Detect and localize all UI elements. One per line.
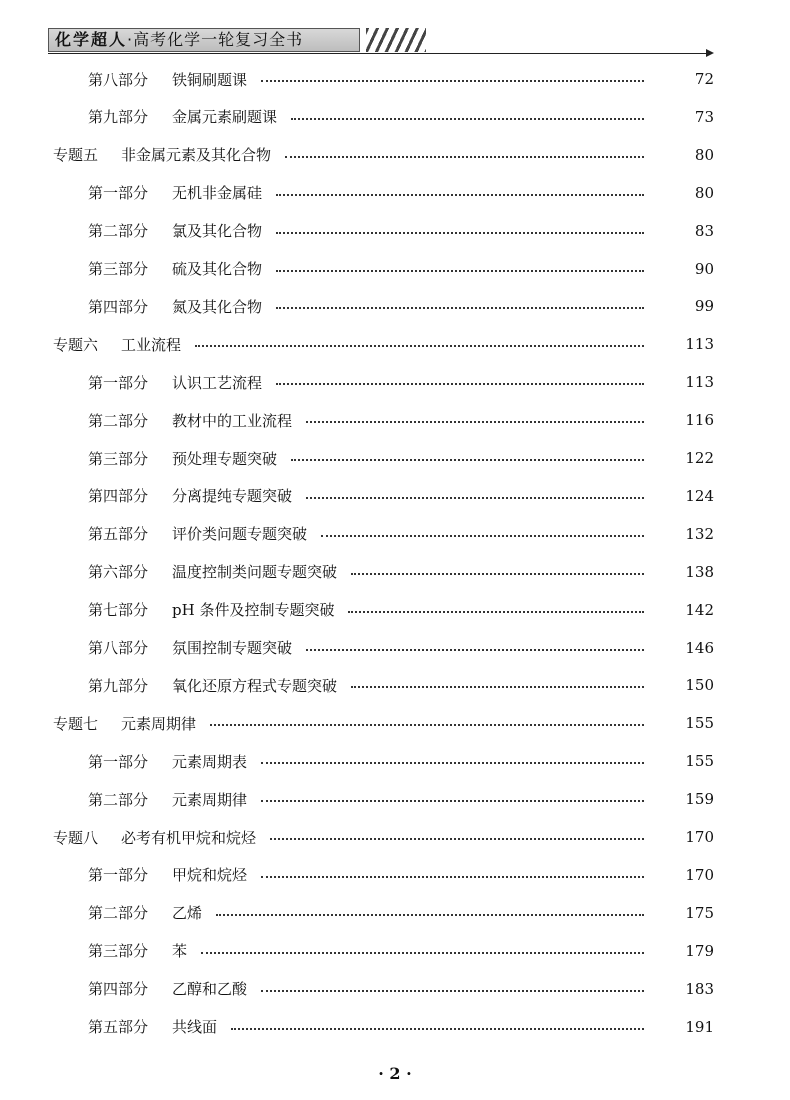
header-rule bbox=[48, 53, 708, 54]
toc-entry-label: 专题六 bbox=[53, 335, 99, 354]
toc-entry-label: 第三部分 bbox=[88, 449, 149, 468]
toc-section-entry[interactable] bbox=[0, 66, 790, 92]
dot-leader bbox=[348, 611, 644, 613]
toc-entry-label: 第五部分 bbox=[88, 525, 149, 544]
toc-section-entry[interactable] bbox=[0, 445, 790, 471]
toc-chapter-entry[interactable] bbox=[0, 331, 790, 357]
header-brand: 化学超人 bbox=[55, 30, 128, 49]
toc-entry-label: 第八部分 bbox=[88, 639, 149, 657]
toc-entry-label: 第二部分 bbox=[88, 411, 149, 430]
toc-entry-label: 第二部分 bbox=[88, 904, 149, 923]
toc-entry-title: 温度控制类问题专题突破 bbox=[172, 563, 338, 582]
toc-entry-title: 氮及其化合物 bbox=[172, 297, 263, 316]
header-arrow-icon bbox=[706, 49, 714, 57]
dot-leader bbox=[306, 497, 644, 499]
toc-section-entry[interactable] bbox=[0, 218, 790, 244]
toc-entry-label: 第二部分 bbox=[88, 222, 149, 241]
dot-leader bbox=[291, 118, 644, 120]
toc-section-entry[interactable] bbox=[0, 786, 790, 812]
dot-leader bbox=[261, 990, 644, 992]
toc-chapter-entry[interactable] bbox=[0, 142, 790, 168]
toc-entry-page: 155 bbox=[685, 714, 714, 733]
toc-section-entry[interactable] bbox=[0, 862, 790, 888]
dot-leader bbox=[276, 194, 644, 196]
toc-section-entry[interactable] bbox=[0, 407, 790, 433]
toc-entry-page: 179 bbox=[685, 941, 714, 960]
toc-entry-label: 第五部分 bbox=[88, 1018, 149, 1036]
header-subtitle: 高考化学一轮复习全书 bbox=[133, 30, 304, 49]
dot-leader bbox=[285, 156, 644, 158]
dot-leader bbox=[261, 80, 644, 82]
toc-entry-label: 专题八 bbox=[53, 828, 99, 847]
toc-entry-label: 专题七 bbox=[53, 714, 99, 733]
toc-entry-title: 预处理专题突破 bbox=[172, 449, 278, 468]
toc-entry-page: 99 bbox=[694, 297, 714, 316]
toc-entry-title: 乙醇和乙酸 bbox=[172, 980, 248, 999]
toc-section-entry[interactable] bbox=[0, 293, 790, 319]
toc-entry-title: 硫及其化合物 bbox=[172, 260, 263, 278]
toc-entry-title: 无机非金属硅 bbox=[172, 184, 263, 203]
dot-leader bbox=[231, 1028, 644, 1030]
toc-entry-page: 146 bbox=[685, 638, 714, 657]
toc-entry-title: 教材中的工业流程 bbox=[172, 411, 293, 430]
toc-section-entry[interactable] bbox=[0, 180, 790, 206]
toc-section-entry[interactable] bbox=[0, 483, 790, 509]
toc-entry-label: 第一部分 bbox=[88, 752, 149, 771]
toc-entry-page: 183 bbox=[685, 979, 714, 998]
toc-entry-title: pH 条件及控制专题突破 bbox=[172, 601, 335, 620]
toc-entry-page: 122 bbox=[685, 449, 714, 467]
toc-entry-label: 第一部分 bbox=[88, 184, 149, 203]
dot-leader bbox=[306, 649, 644, 651]
header-title bbox=[48, 28, 360, 52]
dot-leader bbox=[210, 724, 644, 726]
toc-entry-title: 铁铜刷题课 bbox=[172, 70, 248, 89]
toc-entry-label: 第九部分 bbox=[88, 676, 149, 695]
toc-entry-title: 分离提纯专题突破 bbox=[172, 487, 293, 506]
toc-entry-page: 113 bbox=[685, 335, 714, 354]
toc-section-entry[interactable] bbox=[0, 976, 790, 1002]
toc-section-entry[interactable] bbox=[0, 256, 790, 282]
toc-entry-label: 第八部分 bbox=[88, 70, 149, 89]
header-stripes-decoration bbox=[366, 28, 426, 52]
toc-entry-label: 第九部分 bbox=[88, 108, 149, 127]
toc-entry-page: 113 bbox=[685, 373, 714, 392]
page-number: · 2 · bbox=[378, 1064, 412, 1083]
toc-section-entry[interactable] bbox=[0, 748, 790, 774]
toc-entry-title: 乙烯 bbox=[172, 904, 203, 923]
toc-entry-page: 175 bbox=[685, 903, 714, 922]
toc-entry-label: 第一部分 bbox=[88, 373, 149, 392]
dot-leader bbox=[306, 421, 644, 423]
toc-entry-title: 认识工艺流程 bbox=[172, 373, 263, 392]
toc-entry-title: 金属元素刷题课 bbox=[172, 108, 278, 127]
toc-entry-label: 第四部分 bbox=[88, 297, 149, 316]
toc-section-entry[interactable] bbox=[0, 900, 790, 926]
dot-leader bbox=[216, 914, 644, 916]
toc-entry-page: 138 bbox=[685, 562, 714, 581]
dot-leader bbox=[276, 270, 644, 272]
toc-entry-page: 90 bbox=[694, 259, 714, 278]
toc-entry-title: 元素周期律 bbox=[121, 714, 197, 733]
toc-entry-label: 第二部分 bbox=[88, 790, 149, 809]
dot-leader bbox=[270, 838, 644, 840]
toc-section-entry[interactable] bbox=[0, 938, 790, 964]
toc-entry-page: 83 bbox=[694, 221, 714, 240]
toc-entry-page: 72 bbox=[694, 70, 714, 88]
dot-leader bbox=[201, 952, 644, 954]
toc-entry-title: 必考有机甲烷和烷烃 bbox=[121, 828, 257, 847]
toc-entry-title: 氧化还原方程式专题突破 bbox=[172, 676, 338, 695]
toc-entry-label: 第六部分 bbox=[88, 563, 149, 582]
toc-section-entry[interactable] bbox=[0, 672, 790, 698]
toc-entry-page: 191 bbox=[685, 1017, 714, 1036]
toc-entry-page: 116 bbox=[685, 411, 714, 430]
toc-entry-label: 第四部分 bbox=[88, 980, 149, 999]
toc-section-entry[interactable] bbox=[0, 104, 790, 130]
toc-entry-title: 氛围控制专题突破 bbox=[172, 639, 293, 657]
toc-entry-page: 155 bbox=[685, 752, 714, 771]
toc-entry-title: 元素周期律 bbox=[172, 790, 248, 809]
dot-leader bbox=[291, 459, 644, 461]
dot-leader bbox=[261, 762, 644, 764]
toc-entry-page: 170 bbox=[685, 828, 714, 846]
dot-leader bbox=[321, 535, 644, 537]
dot-leader bbox=[195, 345, 644, 347]
toc-section-entry[interactable] bbox=[0, 559, 790, 585]
toc-entry-title: 苯 bbox=[172, 942, 188, 961]
toc-entry-label: 第七部分 bbox=[88, 601, 149, 620]
header-separator: · bbox=[127, 30, 134, 49]
toc-entry-title: 共线面 bbox=[172, 1018, 218, 1036]
toc-chapter-entry[interactable] bbox=[0, 824, 790, 850]
toc-entry-page: 80 bbox=[694, 145, 714, 164]
toc-section-entry[interactable] bbox=[0, 597, 790, 623]
toc-entry-title: 氯及其化合物 bbox=[172, 222, 263, 241]
toc-entry-title: 评价类问题专题突破 bbox=[172, 525, 308, 544]
dot-leader bbox=[351, 686, 644, 688]
toc-entry-title: 非金属元素及其化合物 bbox=[121, 146, 272, 165]
toc-entry-label: 专题五 bbox=[53, 146, 99, 165]
toc-entry-page: 142 bbox=[685, 600, 714, 619]
dot-leader bbox=[261, 876, 644, 878]
dot-leader bbox=[351, 573, 644, 575]
toc-entry-page: 124 bbox=[685, 486, 714, 505]
dot-leader bbox=[261, 800, 644, 802]
toc-section-entry[interactable] bbox=[0, 369, 790, 395]
toc-chapter-entry[interactable] bbox=[0, 710, 790, 736]
toc-entry-label: 第三部分 bbox=[88, 942, 149, 961]
toc-entry-page: 170 bbox=[685, 865, 714, 884]
toc-entry-page: 73 bbox=[694, 107, 714, 126]
toc-entry-label: 第三部分 bbox=[88, 260, 149, 278]
toc-entry-page: 132 bbox=[685, 524, 714, 543]
toc-section-entry[interactable] bbox=[0, 521, 790, 547]
toc-entry-title: 元素周期表 bbox=[172, 752, 248, 771]
toc-entry-label: 第一部分 bbox=[88, 866, 149, 885]
running-header bbox=[48, 28, 720, 54]
toc-entry-page: 159 bbox=[685, 790, 714, 809]
dot-leader bbox=[276, 383, 644, 385]
toc-section-entry[interactable] bbox=[0, 1014, 790, 1040]
toc-entry-title: 甲烷和烷烃 bbox=[172, 866, 248, 885]
toc-entry-page: 80 bbox=[694, 183, 714, 202]
toc-entry-page: 150 bbox=[685, 676, 714, 695]
toc-entry-title: 工业流程 bbox=[121, 335, 182, 354]
dot-leader bbox=[276, 232, 644, 234]
toc-entry-label: 第四部分 bbox=[88, 487, 149, 506]
dot-leader bbox=[276, 307, 644, 309]
toc-section-entry[interactable] bbox=[0, 635, 790, 661]
